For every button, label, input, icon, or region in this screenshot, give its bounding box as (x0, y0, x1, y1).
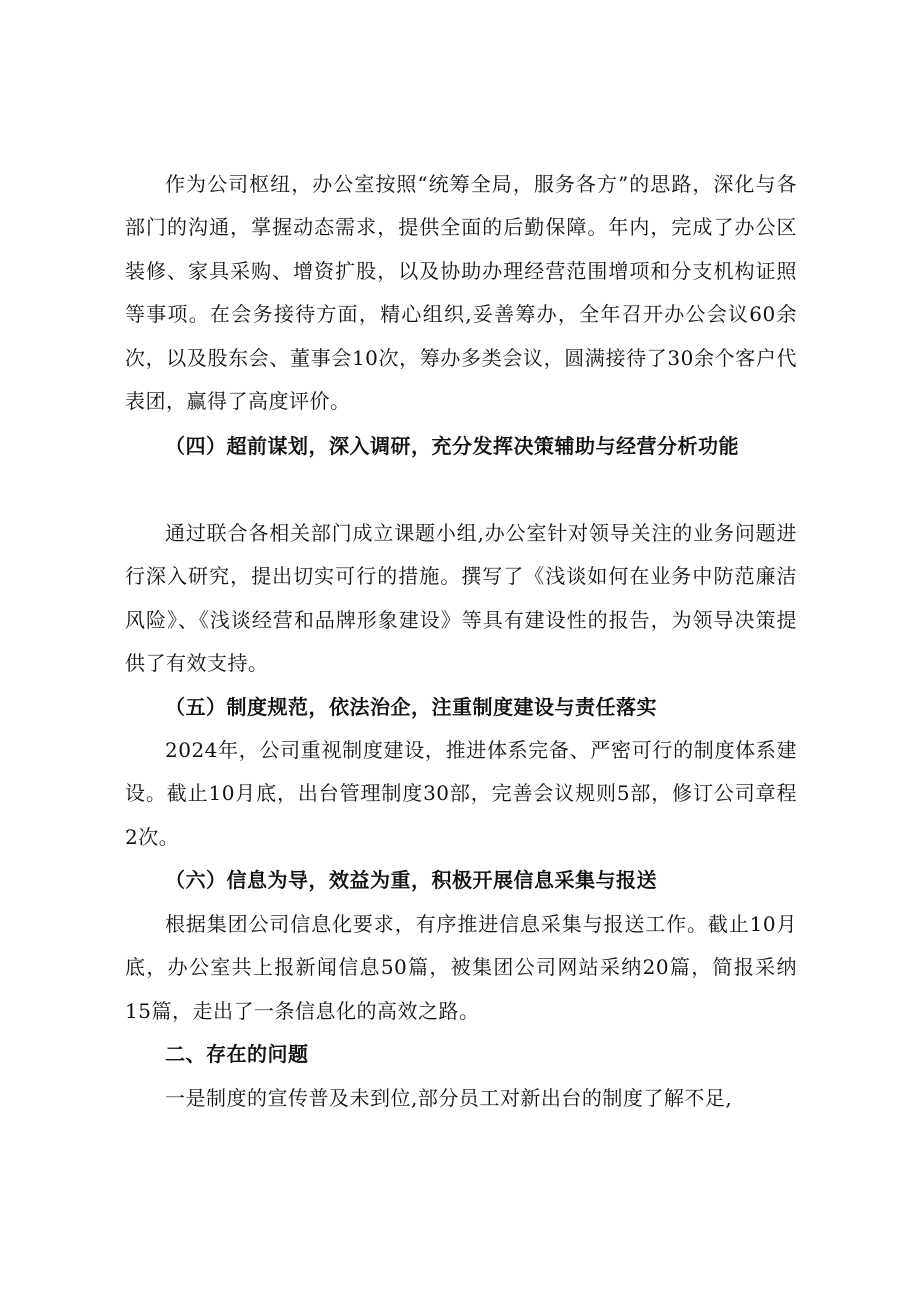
paragraph-research: 通过联合各相关部门成立课题小组,办公室针对领导关注的业务问题进行深入研究，提出切实可行的措施。撰写了《浅谈如何在业务中防范廉洁风险》、《浅谈经营和品牌形象建设》等具有建设性的报告，为领导决策提供了有效支持。 (125, 521, 797, 676)
paragraph-office-hub: 作为公司枢纽，办公室按照“统筹全局，服务各方”的思路，深化与各部门的沟通，掌握动态需求，提供全面的后勤保障。年内，完成了办公区装修、家具采购、增资扩股，以及协助办理经营范围增项和分支机构证照等事项。在会务接待方面，精心组织,妥善筹办，全年召开办公会议60余次，以及股东会、董事会10次，筹办多类会议，圆满接待了30余个客户代表团，赢得了高度评价。 (125, 172, 797, 414)
paragraph-regulations: 2024年，公司重视制度建设，推进体系完备、严密可行的制度体系建设。截止10月底，出台管理制度30部，完善会议规则5部，修订公司章程2次。 (125, 738, 797, 849)
paragraph-problem-one: 一是制度的宣传普及未到位,部分员工对新出台的制度了解不足, (165, 1086, 733, 1110)
heading-section-six: （六）信息为导，效益为重，积极开展信息采集与报送 (165, 868, 657, 892)
heading-existing-problems: 二、存在的问题 (165, 1042, 309, 1066)
heading-section-four: （四）超前谋划，深入调研，充分发挥决策辅助与经营分析功能 (165, 434, 739, 458)
paragraph-information: 根据集团公司信息化要求，有序推进信息采集与报送工作。截止10月底，办公室共上报新闻信息50篇，被集团公司网站采纳20篇，简报采纳15篇，走出了一条信息化的高效之路。 (125, 912, 797, 1023)
heading-section-five: （五）制度规范，依法治企，注重制度建设与责任落实 (165, 695, 657, 719)
